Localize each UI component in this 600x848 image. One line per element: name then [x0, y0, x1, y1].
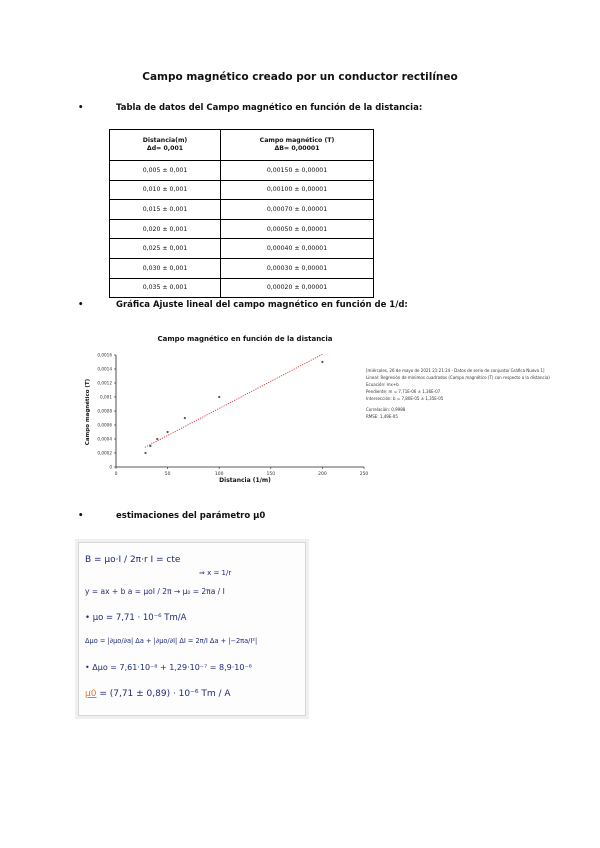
table-header-field: Campo magnético (T) ΔB= 0,00001: [221, 130, 374, 161]
chart-y-axis-label: Campo magnético (T): [85, 378, 91, 446]
data-point: [321, 361, 323, 363]
data-point: [184, 417, 186, 419]
y-tick-label: 0,0008: [97, 408, 112, 414]
fit-line: [145, 354, 323, 447]
x-tick-label: 0: [114, 472, 118, 477]
table-row: 0,035 ± 0,001 0,00020 ± 0,00001: [110, 278, 374, 298]
table-row: 0,030 ± 0,001 0,00030 ± 0,00001: [110, 258, 374, 278]
y-tick-label: 0,0006: [97, 422, 112, 428]
table-row: 0,025 ± 0,001 0,00040 ± 0,00001: [110, 239, 374, 259]
fit-line: Lineal: Regresión de mínimos cuadrados (Campo magnético (T) con respecto a la distancia): [366, 375, 550, 380]
table-header-row: [110, 130, 374, 161]
data-table: [109, 129, 374, 298]
fit-line: Ecuación: mx+b: [366, 382, 399, 387]
note-line-6: μ0 = (7,71 ± 0,89) · 10⁻⁶ Tm / A: [85, 689, 231, 699]
data-point: [149, 445, 151, 447]
section-heading-estimation: • estimaciones del parámetro μ0: [78, 511, 266, 521]
y-tick-label: 0,0004: [97, 436, 112, 442]
data-point: [218, 396, 220, 398]
mu0-symbol: μ0: [85, 689, 97, 699]
y-tick-label: 0,001: [100, 394, 112, 400]
note-line-3: • μo = 7,71 · 10⁻⁶ Tm/A: [85, 613, 187, 623]
final-result-underline: [81, 693, 301, 697]
note-line-1b: ⇒ x = 1/r: [199, 569, 232, 577]
fit-line: RMSE: 1,49E-05: [366, 414, 398, 419]
chart-x-axis-label: Distancia (1/m): [219, 477, 271, 484]
x-tick-label: 100: [214, 472, 224, 477]
data-point: [167, 431, 169, 433]
x-tick-label: 50: [164, 472, 171, 477]
chart-title: Campo magnético en función de la distancia: [157, 335, 333, 343]
table-row: 0,020 ± 0,001 0,00050 ± 0,00001: [110, 219, 374, 239]
fit-line: Pendiente: m = 7,71E-06 ± 1,36E-07: [366, 389, 441, 394]
section-heading-table: • Tabla de datos del Campo magnético en función de la distancia:: [78, 103, 423, 113]
x-tick-label: 150: [266, 472, 276, 477]
table-row: 0,010 ± 0,001 0,00100 ± 0,00001: [110, 180, 374, 200]
y-tick-label: 0,0016: [97, 352, 112, 358]
table-row: 0,015 ± 0,001 0,00070 ± 0,00001: [110, 200, 374, 220]
magnetic-field-chart: [80, 328, 370, 488]
section-heading-chart: • Gráfica Ajuste lineal del campo magnético en función de 1/d:: [78, 300, 408, 310]
fit-line: Intersección: b = 7,80E-05 ± 1,35E-05: [366, 396, 444, 401]
y-tick-label: 0,0002: [97, 450, 112, 456]
note-line-2: y = ax + b a = μoI / 2π → μ₀ = 2πa / I: [85, 587, 225, 596]
data-point: [156, 438, 158, 440]
x-tick-label: 200: [318, 472, 327, 477]
note-line-5: • Δμo = 7,61·10⁻⁸ + 1,29·10⁻⁷ = 8,9·10⁻⁸: [85, 663, 252, 672]
fit-results: [366, 367, 566, 420]
bullet-icon: •: [78, 103, 84, 113]
table-header-distance: Distancia(m) Δd= 0,001: [110, 130, 221, 161]
bullet-icon: •: [78, 511, 84, 521]
data-point: [144, 452, 146, 454]
fit-line: Correlación: 0,9988: [366, 407, 406, 412]
bullet-icon: •: [78, 300, 84, 310]
note-line-1: B = μo·I / 2π·r I = cte: [85, 555, 181, 565]
x-tick-label: 250: [359, 472, 369, 477]
page-title: Campo magnético creado por un conductor rectilíneo: [142, 71, 458, 83]
fit-line: [miércoles, 26 de mayo de 2021 21:21:24 - Datos de serie de conjunto/ Gráfica Nueva 1]: [366, 368, 545, 373]
table-row: 0,005 ± 0,001 0,00150 ± 0,00001: [110, 161, 374, 181]
handwritten-notes: [78, 542, 306, 716]
y-tick-label: 0: [109, 464, 112, 470]
note-line-4: Δμo = |∂μo/∂a| Δa + |∂μo/∂I| ΔI = 2π/I Δa + |−2πa/I²|: [85, 637, 258, 645]
y-tick-label: 0,0014: [97, 366, 112, 372]
y-tick-label: 0,0012: [97, 380, 112, 386]
